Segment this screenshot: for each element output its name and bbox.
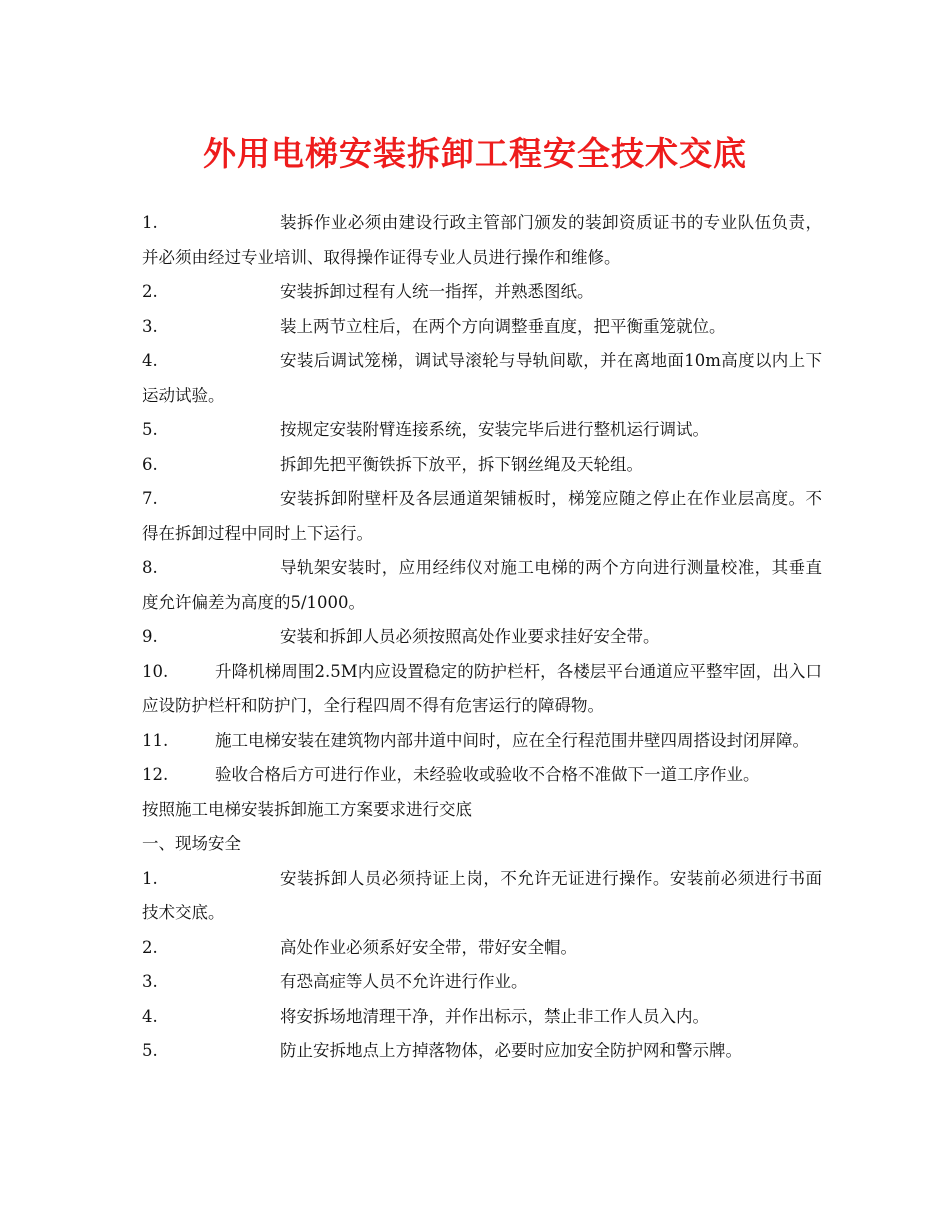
list-item bbox=[142, 724, 822, 759]
item-number: 3. bbox=[142, 316, 158, 336]
item-number: 7. bbox=[142, 489, 158, 508]
item-number: 5. bbox=[142, 1041, 158, 1060]
list-item bbox=[142, 482, 822, 551]
list-item bbox=[142, 1034, 822, 1069]
item-number: 6. bbox=[142, 454, 158, 474]
item-text: 安装拆卸人员必须持证上岗，不允许无证进行操作。安装前必须进行书面技术交底。 bbox=[142, 868, 822, 922]
item-number: 4. bbox=[142, 351, 158, 370]
item-number: 11. bbox=[142, 730, 169, 750]
item-text: 装上两节立柱后，在两个方向调整垂直度，把平衡重笼就位。 bbox=[280, 316, 726, 336]
list-item bbox=[142, 413, 822, 448]
item-text: 安装后调试笼梯，调试导滚轮与导轨间歇，并在离地面10m高度以内上下运动试验。 bbox=[142, 351, 822, 405]
item-number: 12. bbox=[142, 765, 169, 784]
item-number: 4. bbox=[142, 1006, 158, 1026]
list-item bbox=[142, 655, 822, 724]
item-text: 将安拆场地清理干净，并作出标示，禁止非工作人员入内。 bbox=[280, 1006, 709, 1026]
item-text: 拆卸先把平衡铁拆下放平，拆下钢丝绳及天轮组。 bbox=[280, 454, 643, 474]
list-item bbox=[142, 275, 822, 310]
item-text: 安装拆卸过程有人统一指挥，并熟悉图纸。 bbox=[280, 282, 594, 301]
list-item bbox=[142, 862, 822, 931]
list-item bbox=[142, 206, 822, 275]
item-text: 导轨架安装时，应用经纬仪对施工电梯的两个方向进行测量校准，其垂直度允许偏差为高度的5/1000。 bbox=[142, 558, 822, 612]
list-item bbox=[142, 551, 822, 620]
item-text: 安装拆卸附壁杆及各层通道架铺板时，梯笼应随之停止在作业层高度。不得在拆卸过程中同时上下运行。 bbox=[142, 489, 822, 543]
item-number: 5. bbox=[142, 420, 158, 439]
list-item bbox=[142, 344, 822, 413]
page-title: 外用电梯安装拆卸工程安全技术交底 bbox=[203, 134, 747, 173]
item-text: 防止安拆地点上方掉落物体，必要时应加安全防护网和警示牌。 bbox=[280, 1041, 742, 1060]
item-number: 2. bbox=[142, 282, 158, 301]
list-item bbox=[142, 965, 822, 1000]
item-number: 9. bbox=[142, 627, 158, 646]
item-text: 升降机梯周围2.5M内应设置稳定的防护栏杆，各楼层平台通道应平整牢固，出入口应设防护栏杆和防护门，全行程四周不得有危害运行的障碍物。 bbox=[142, 661, 822, 715]
item-text: 施工电梯安装在建筑物内部井道中间时，应在全行程范围井壁四周搭设封闭屏障。 bbox=[215, 730, 809, 750]
list-item bbox=[142, 448, 822, 483]
item-number: 10. bbox=[142, 661, 169, 681]
item-text: 按规定安装附臂连接系统，安装完毕后进行整机运行调试。 bbox=[280, 420, 709, 439]
list-item bbox=[142, 931, 822, 966]
item-number: 2. bbox=[142, 937, 158, 957]
document-body bbox=[142, 206, 822, 1069]
item-text: 高处作业必须系好安全带，带好安全帽。 bbox=[280, 937, 577, 957]
item-number: 8. bbox=[142, 558, 158, 577]
section-heading: 一、现场安全 bbox=[142, 834, 241, 853]
list-item bbox=[142, 758, 822, 793]
list-item bbox=[142, 310, 822, 345]
list-item bbox=[142, 620, 822, 655]
item-text: 安装和拆卸人员必须按照高处作业要求挂好安全带。 bbox=[280, 627, 660, 646]
item-text: 验收合格后方可进行作业，未经验收或验收不合格不准做下一道工序作业。 bbox=[215, 765, 760, 784]
item-number: 1. bbox=[142, 868, 158, 888]
item-number: 3. bbox=[142, 972, 158, 991]
instruction-note: 按照施工电梯安装拆卸施工方案要求进行交底 bbox=[142, 799, 472, 819]
item-number: 1. bbox=[142, 213, 158, 232]
item-text: 装拆作业必须由建设行政主管部门颁发的装卸资质证书的专业队伍负责，并必须由经过专业培训、取得操作证得专业人员进行操作和维修。 bbox=[142, 213, 822, 267]
item-text: 有恐高症等人员不允许进行作业。 bbox=[280, 972, 528, 991]
list-item bbox=[142, 1000, 822, 1035]
